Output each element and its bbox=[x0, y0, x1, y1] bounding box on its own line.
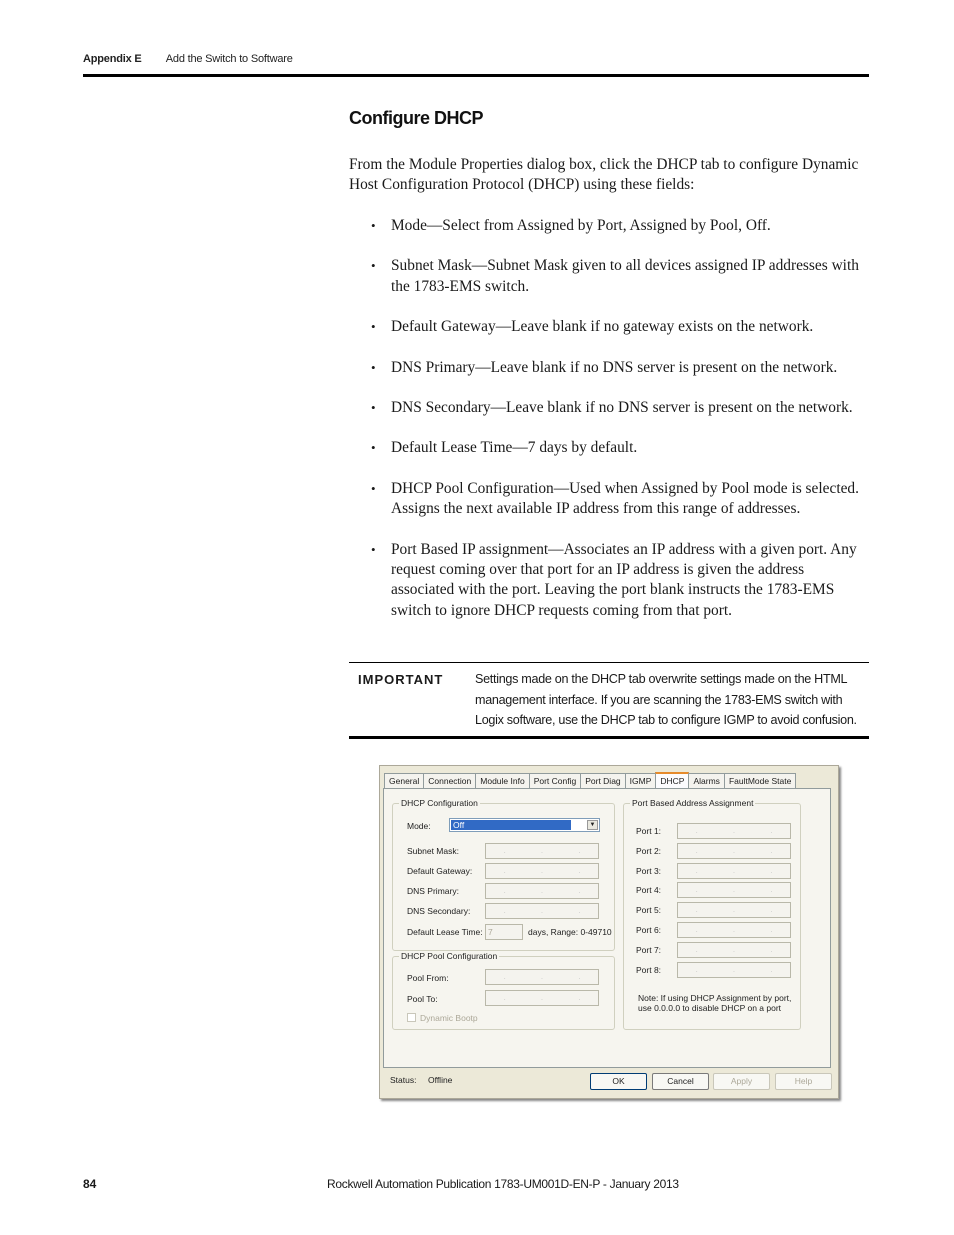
bullet-icon: • bbox=[371, 400, 376, 416]
bullet-icon: • bbox=[371, 541, 376, 557]
dhcp-tab-panel bbox=[383, 788, 831, 1068]
section-label: Add the Switch to Software bbox=[165, 53, 293, 65]
chevron-down-icon[interactable]: ▼ bbox=[587, 820, 598, 830]
status-value: Offline bbox=[428, 1075, 453, 1085]
mode-label: Mode: bbox=[407, 821, 431, 831]
port-5-field[interactable]: . . . bbox=[677, 902, 791, 918]
tab-dhcp[interactable]: DHCP bbox=[655, 772, 689, 788]
important-label: IMPORTANT bbox=[358, 672, 444, 687]
dynamic-bootp-label: Dynamic Bootp bbox=[420, 1013, 478, 1023]
port-7-field[interactable]: . . . bbox=[677, 942, 791, 958]
port-2-field[interactable]: . . . bbox=[677, 843, 791, 859]
section-title: Configure DHCP bbox=[349, 108, 483, 128]
lease-range-text: days, Range: 0-49710 bbox=[528, 927, 612, 937]
list-item: • DHCP Pool Configuration—Used when Assigned by Pool mode is selected. Assigns the next available IP address from this range of addresses. bbox=[371, 479, 859, 518]
list-item: • DNS Primary—Leave blank if no DNS server is present on the network. bbox=[349, 358, 871, 378]
tab-port-diag[interactable]: Port Diag bbox=[580, 773, 625, 788]
bullet-icon: • bbox=[371, 480, 376, 496]
tab-faultmode-state[interactable]: FaultMode State bbox=[724, 773, 796, 788]
port-6-label: Port 6: bbox=[636, 925, 662, 935]
page-number: 84 bbox=[83, 1177, 97, 1191]
subnet-mask-label: Subnet Mask: bbox=[407, 846, 459, 856]
mode-select[interactable] bbox=[449, 818, 600, 832]
pool-from-label: Pool From: bbox=[407, 973, 449, 983]
ok-button[interactable]: OK bbox=[590, 1073, 647, 1090]
important-callout bbox=[349, 662, 869, 739]
running-header bbox=[83, 53, 293, 65]
list-item: • Port Based IP assignment—Associates an IP address with a given port. Any request coming over that port for an IP address is given the address associated with the port. Leaving the port blank instructs the 1783-EMS switch to ignore DHCP requests coming from that port. bbox=[371, 540, 857, 619]
list-item: • Mode—Select from Assigned by Port, Assigned by Pool, Off. bbox=[349, 216, 871, 236]
dns-secondary-field[interactable]: . . . bbox=[485, 903, 599, 919]
port-3-field[interactable]: . . . bbox=[677, 863, 791, 879]
port-1-label: Port 1: bbox=[636, 826, 662, 836]
subnet-mask-field[interactable]: . . . bbox=[485, 843, 599, 859]
port-4-field[interactable]: . . . bbox=[677, 882, 791, 898]
header-rule bbox=[83, 74, 869, 77]
dns-primary-field[interactable]: . . . bbox=[485, 883, 599, 899]
tab-general[interactable]: General bbox=[384, 773, 424, 788]
intro-paragraph: From the Module Properties dialog box, click the DHCP tab to configure Dynamic Host Configuration Protocol (DHCP) using these fields: bbox=[349, 156, 859, 194]
port-2-label: Port 2: bbox=[636, 846, 662, 856]
lease-time-field[interactable]: 7 bbox=[485, 924, 523, 940]
field-list bbox=[349, 216, 871, 641]
bullet-icon: • bbox=[371, 359, 376, 375]
group-title: DHCP Pool Configuration bbox=[401, 951, 498, 961]
list-item: • Default Gateway—Leave blank if no gateway exists on the network. bbox=[349, 317, 871, 337]
default-gateway-label: Default Gateway: bbox=[407, 866, 473, 876]
port-8-field[interactable]: . . . bbox=[677, 962, 791, 978]
list-item: • Subnet Mask—Subnet Mask given to all devices assigned IP addresses with the 1783-EMS switch. bbox=[371, 257, 859, 295]
tab-module-info[interactable]: Module Info bbox=[475, 773, 529, 788]
port-5-label: Port 5: bbox=[636, 905, 662, 915]
important-text: Settings made on the DHCP tab overwrite settings made on the HTML management interface. If you are scanning the 1783-EMS switch with Logix software, use the DHCP tab to configure IGMP to avoid confusion. bbox=[475, 672, 857, 727]
port-1-field[interactable]: . . . bbox=[677, 823, 791, 839]
group-title: Port Based Address Assignment bbox=[632, 798, 754, 808]
group-title: DHCP Configuration bbox=[401, 798, 478, 808]
port-7-label: Port 7: bbox=[636, 945, 662, 955]
help-button[interactable]: Help bbox=[775, 1073, 832, 1090]
dns-primary-label: DNS Primary: bbox=[407, 886, 459, 896]
tab-port-config[interactable]: Port Config bbox=[529, 773, 582, 788]
port-8-label: Port 8: bbox=[636, 965, 662, 975]
apply-button[interactable]: Apply bbox=[713, 1073, 770, 1090]
list-item: • Default Lease Time—7 days by default. bbox=[349, 438, 871, 458]
dynamic-bootp-checkbox[interactable] bbox=[407, 1013, 416, 1022]
port-4-label: Port 4: bbox=[636, 885, 662, 895]
module-properties-dialog bbox=[379, 765, 839, 1099]
port-assignment-group bbox=[623, 798, 801, 1030]
default-lease-label: Default Lease Time: bbox=[407, 927, 483, 937]
bullet-icon: • bbox=[371, 218, 376, 233]
appendix-label: Appendix E bbox=[83, 53, 142, 65]
pool-to-label: Pool To: bbox=[407, 994, 438, 1004]
bullet-icon: • bbox=[371, 258, 376, 274]
port-6-field[interactable]: . . . bbox=[677, 922, 791, 938]
tab-igmp[interactable]: IGMP bbox=[625, 773, 657, 788]
list-item: • DNS Secondary—Leave blank if no DNS server is present on the network. bbox=[349, 398, 871, 418]
port-3-label: Port 3: bbox=[636, 866, 662, 876]
bullet-icon: • bbox=[371, 319, 376, 335]
tab-strip bbox=[384, 772, 795, 788]
publication-info: Rockwell Automation Publication 1783-UM001D-EN-P - January 2013 bbox=[327, 1177, 679, 1191]
tab-alarms[interactable]: Alarms bbox=[688, 773, 724, 788]
bullet-icon: • bbox=[371, 440, 376, 456]
dhcp-pool-group bbox=[392, 951, 615, 1030]
cancel-button[interactable]: Cancel bbox=[652, 1073, 709, 1090]
default-gateway-field[interactable]: . . . bbox=[485, 863, 599, 879]
port-note: Note: If using DHCP Assignment by port, use 0.0.0.0 to disable DHCP on a port bbox=[638, 993, 792, 1013]
dns-secondary-label: DNS Secondary: bbox=[407, 906, 471, 916]
mode-value: Off bbox=[451, 820, 571, 830]
pool-to-field[interactable]: . . . bbox=[485, 990, 599, 1006]
tab-connection[interactable]: Connection bbox=[423, 773, 476, 788]
dhcp-configuration-group bbox=[392, 798, 615, 951]
status-label: Status: bbox=[390, 1075, 417, 1085]
pool-from-field[interactable]: . . . bbox=[485, 969, 599, 985]
